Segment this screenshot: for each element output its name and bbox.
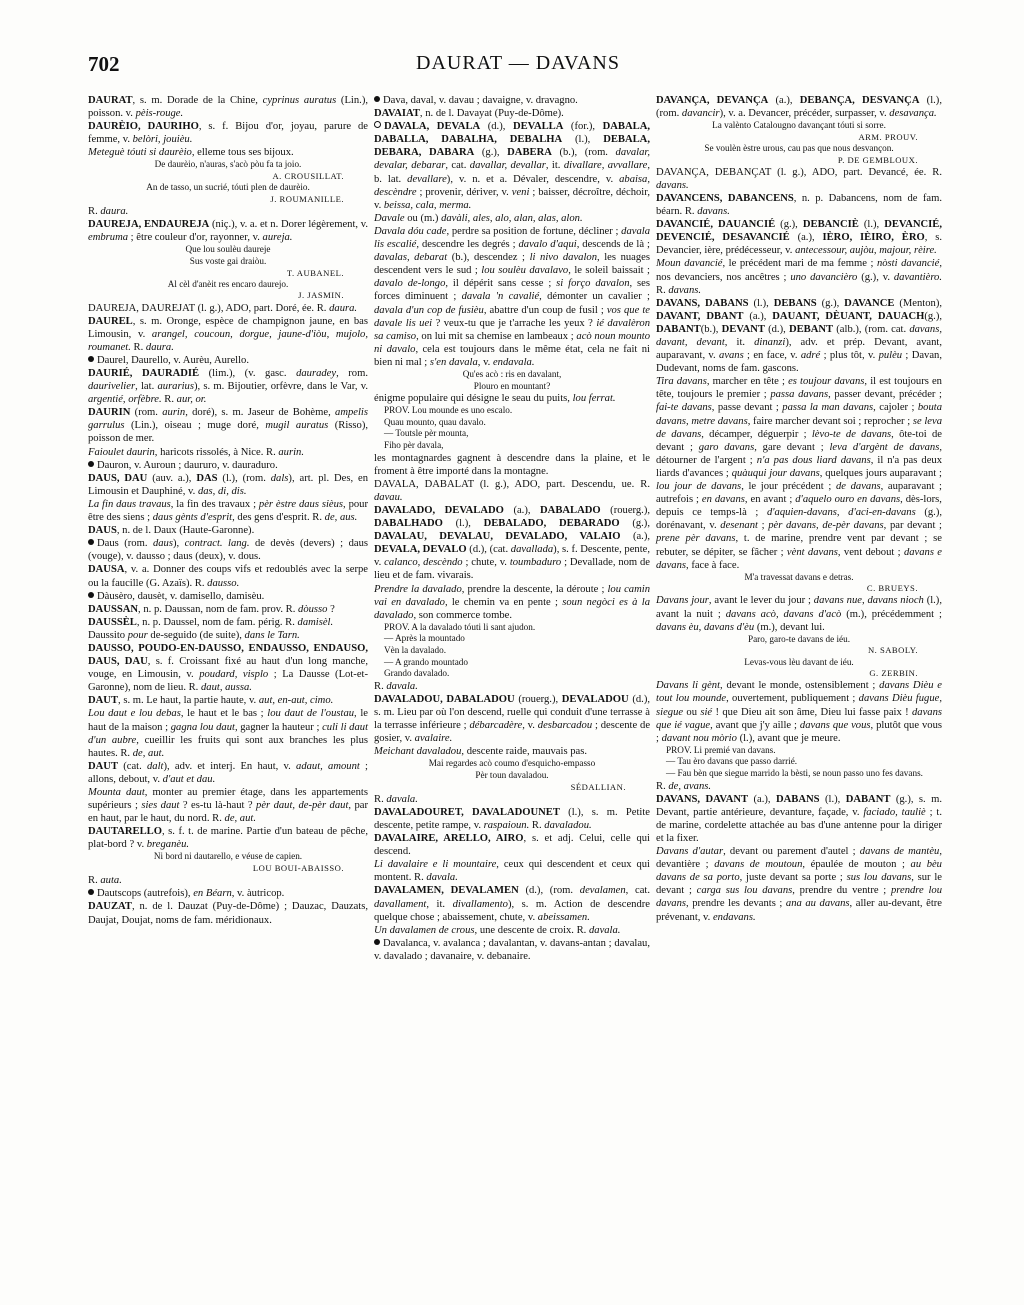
dictionary-entry (374, 693, 650, 745)
quotation-line: Sus voste gai draiòu. (189, 255, 267, 266)
dictionary-entry (88, 642, 368, 694)
proverb-line: Vèn la davalado. (384, 645, 446, 656)
quotation-author: P. DE GEMBLOUX. (837, 154, 918, 165)
entry-text: DAUREJA, ENDAUREJA (niç.), v. a. et n. Dorer légèrement, v. embruma ; être couleur d'or, rayonner, v. aureja. (88, 219, 368, 244)
entry-text: Lou daut e lou debas, le haut et le bas ; lou daut de l'oustau, le haut de la maison ; gagna lou daut, gagner la hauteur ; culi li daut d'un aubre, cueillir les fruits qui sont aux branches les plus hautes. R. de, aut. (88, 708, 369, 759)
entry-text: DAVALA, DABALAT (l. g.), ADO, part. Descendu, ue. R. davau. (374, 478, 650, 503)
entry-text: R. davala. (374, 680, 418, 692)
dictionary-entry (656, 845, 942, 924)
dictionary-entry (88, 629, 368, 642)
entry-text: DAVALA, DEVALA (d.), DEVALLA (for.), DABALA, DABALLA, DABALHA, DEBALHA (l.), DEBALA, DEBARA, DABARA (g.), DABERA (b.), (rom. davalar, devalar, debarar, cat. davallar, devallar, it. divallare, avvallare, b. lat. devallare), v. n. et a. Dévaler, descendre, v. abaisa, descèndre ; provenir, dériver, v. veni ; baisser, décroître, déchoir, v. beissa, cala, merma. (374, 121, 651, 211)
entry-text: les montagnardes gagnent à descendre dans la plaine, et le froment à être importé dans la montagne. (374, 452, 650, 477)
entry-text: Prendre la davalado, prendre la descente, la déroute ; lou camin vai en davalado, le chemin va en pente ; soun negòci es à la davalado, son commerce tombe. (374, 583, 650, 621)
entry-text: DAUZAT, n. de l. Dauzat (Puy-de-Dôme) ; Dauzac, Dauzats, Daujat, Doujat, noms de fam. méridionaux. (88, 901, 368, 926)
entry-text: DAUTARELLO, s. f. t. de marine. Partie d'un bateau de pêche, plat-bord ? v. breganèu. (88, 826, 368, 851)
entry-text: DAUREL, s. m. Oronge, espèce de champignon jaune, en bas Limousin, v. arangel, coucoun, dorgue, jaune-d'iòu, mujolo, roumanet. R. daura. (88, 315, 368, 353)
proverb-line: PROV. Lou mounde es uno escalo. (384, 405, 513, 416)
quotation-author: N. SABOLY. (867, 645, 918, 656)
entry-text: Meteguè tóuti si daurèio, elleme tous ses bijoux. (88, 147, 294, 159)
quotation-author: ARM. PROUV. (858, 131, 918, 142)
entry-text: DAVANÇA, DEVANÇA (a.), DEBANÇA, DESVANÇA (l.), (rom. davancir), v. a. Devancer, précéder, surpasser, v. desavança. (656, 95, 942, 120)
dictionary-entry (88, 825, 368, 851)
quotation-author: T. AUBANEL. (286, 267, 344, 278)
proverb-line: Quau mounto, quau davalo. (384, 416, 486, 427)
dictionary-entry (374, 583, 650, 622)
dictionary-entry (374, 212, 650, 225)
proverb-line: Fiho pèr davala, (384, 440, 444, 451)
dictionary-entry (656, 218, 942, 257)
dictionary-entry (656, 594, 942, 633)
entry-text: DAUSSAN, n. p. Daussan, nom de fam. prov. R. dòusso ? (88, 603, 335, 615)
entry-text: Faioulet daurin, haricots rissolés, à Nice. R. aurin. (88, 446, 304, 458)
quotation-line: Plouro en mountant? (473, 380, 551, 391)
entry-text: DAURÈIO, DAURIHO, s. f. Bijou d'or, joyau, parure de femme, v. belòri, jouièu. (88, 121, 368, 146)
dictionary-entry (374, 504, 650, 583)
dictionary-entry (88, 524, 368, 537)
entry-text: DAVALAMEN, DEVALAMEN (d.), (rom. devalamen, cat. davallament, it. divallamento), s. m. Action de descendre quelque chose ; abaissement, chute, v. abeissamen. (374, 885, 651, 923)
entry-text: DAVALAIRE, ARELLO, AIRO, s. et adj. Celui, celle qui descend. (374, 833, 650, 858)
proverb-line: PROV. Li premié van davans. (666, 744, 776, 755)
dictionary-entry (374, 858, 650, 884)
bullet-icon (88, 592, 94, 598)
entry-text: DAVANÇA, DEBANÇAT (l. g.), ADO, part. Devancé, ée. R. davans. (656, 166, 942, 191)
entry-text: Mounta daut, monter au premier étage, dans les appartements supérieurs ; sies daut ? es-tu là-haut ? pèr daut, de-pèr daut, par en haut, par le haut, du nord. R. de, aut. (88, 787, 369, 825)
proverb-line: — Tau èro davans que passo darrié. (666, 756, 798, 767)
entry-text: DAVALADOU, DABALADOU (rouerg.), DEVALADOU (d.), s. m. Lieu par où l'on descend, ruelle qui conduit d'une terrasse à la terrasse inférieure ; débarcadère, v. desbarcadou ; descente de gosier, v. avalaire. (374, 693, 651, 745)
entry-text: Davala dóu cade, perdre sa position de fortune, décliner ; davala lis escalié, descendre les degrés ; davalo d'aqui, descends de là ; davalas, debarat (b.), descendez ; li nivo davalon, les nuages descendent vers le sud ; lou soulèu davalavo, le soleil baissait ; davalo de-longo, il dépérit sans cesse ; si forço davalon, ses forces diminuent ; davala 'n cavalié, démonter un cavalier ; davala d'un cop de fusièu, abattre d'un coup de fusil ; vos que te davale lis uei ? veux-tu que je t'arrache les yeux ? ié davalèron sa camiso, on lui mit sa chemise en lambeaux ; acò noun mounto ni davalo, cela est toujours dans le même état, cela ne fait ni bien ni mal ; s'en davala, v. endavala. (374, 225, 651, 368)
dictionary-entry (374, 452, 650, 478)
entry-text: R. davala. (374, 793, 418, 805)
bullet-icon (88, 539, 94, 545)
running-head: DAURAT — DAVANS (416, 52, 620, 74)
entry-text: Davans li gènt, devant le monde, ostensiblement ; davans Dièu e tout lou mounde, ouvertement, publiquement ; davans Dièu fugue, siegue ou sié ! que Dieu ait son âme, Dieu lui fasse paix ! davans que ié vague, avant que j'y aille ; davans que vous, plutôt que vous ; davant nou mòrio (l.), avant que je meure. (656, 680, 943, 744)
entry-text: DAUREJA, DAUREJAT (l. g.), ADO, part. Doré, ée. R. daura. (88, 302, 358, 314)
bullet-icon (88, 461, 94, 467)
dictionary-entry (88, 616, 368, 629)
bullet-icon (88, 889, 94, 895)
dictionary-entry (88, 146, 368, 159)
dictionary-entry (374, 745, 650, 758)
dictionary-entry (88, 603, 368, 616)
dictionary-entry (88, 563, 368, 589)
entry-text: Dàusèro, dausèt, v. damisello, damisèu. (97, 590, 265, 602)
dictionary-entry (88, 94, 368, 120)
quotation-line: Mai regardes acò coumo d'esquicho-empasso (428, 758, 596, 769)
quotation-line: Al cèl d'anèit res encaro daurejo. (167, 278, 289, 289)
quotation-author: A. CROUSILLAT. (272, 171, 344, 182)
dictionary-entry (656, 297, 942, 376)
dictionary-entry (656, 780, 942, 793)
dictionary-entry (88, 406, 368, 445)
entry-text: Daurel, Daurello, v. Aurèu, Aurello. (97, 354, 249, 366)
entry-text: Davalanca, v. avalanca ; davalantan, v. davans-antan ; davalau, v. davalado ; davanaire, v. debanaire. (374, 937, 650, 962)
dictionary-entry (656, 679, 942, 744)
dictionary-entry (88, 302, 368, 315)
entry-text: DAUSSÈL, n. p. Daussel, nom de fam. périg. R. damisèl. (88, 616, 334, 628)
dictionary-entry (374, 832, 650, 858)
entry-text: Un davalamen de crous, une descente de croix. R. davala. (374, 924, 621, 936)
dictionary-entry (374, 937, 650, 963)
entry-text: DAVAIAT, n. de l. Davayat (Puy-de-Dôme). (374, 108, 564, 120)
quotation-line: An de tasso, un sucrié, tóuti plen de daurèio. (146, 182, 310, 193)
dictionary-entry (88, 315, 368, 354)
proverb-line: — Fau bèn que siegue marrido la bèsti, se noun passo uno fes davans. (666, 768, 923, 779)
proverb-line: PROV. A la davalado tóuti li sant ajudon. (384, 621, 536, 632)
dictionary-entry (656, 94, 942, 120)
dictionary-entry (88, 472, 368, 498)
column-3 (656, 94, 942, 924)
entry-text: R. auta. (88, 875, 122, 887)
dictionary-entry (374, 924, 650, 937)
page-number: 702 (88, 52, 120, 76)
entry-text: DAVALADOURET, DAVALADOUNET (l.), s. m. Petite descente, petite rampe, v. raspaioun. R. davaladou. (374, 806, 650, 831)
entry-text: DAVANCENS, DABANCENS, n. p. Dabancens, nom de fam. béarn. R. davans. (656, 192, 942, 218)
dictionary-entry (88, 874, 368, 887)
entry-text: DAVANCIÉ, DAUANCIÉ (g.), DEBANCIÈ (l.), DEVANCIÉ, DEVENCIÉ, DESAVANCIÉ (a.), IÈRO, IÈIRO, ÈRO, s. Devancier, ière, prédécesseur, v. antecessour, aujòu, majour, rèire. (656, 219, 942, 257)
dictionary-entry (88, 446, 368, 459)
dictionary-entry (88, 367, 368, 406)
proverb-line: — Après la mountado (384, 633, 465, 644)
quotation-author: J. JASMIN. (298, 290, 344, 301)
quotation-author: J. ROUMANILLE. (270, 193, 344, 204)
quotation-author: C. BRUEYS. (866, 583, 918, 594)
dictionary-entry (374, 392, 650, 405)
quotation-line: Qu'es acò : ris en davalant, (462, 368, 562, 379)
dictionary-entry (374, 107, 650, 120)
entry-text: énigme populaire qui désigne le seau du puits, lou ferrat. (374, 393, 616, 405)
proverb-line: — Toutsle pèr mounta, (384, 428, 469, 439)
entry-text: Dautscops (autrefois), en Béarn, v. àutricop. (97, 888, 285, 900)
quotation-author: SÉDALLIAN. (570, 781, 626, 792)
entry-text: DAURAT, s. m. Dorade de la Chine, cyprinus auratus (Lin.), poisson. v. pèis-rouge. (88, 95, 368, 120)
entry-text: DAUS, DAU (auv. a.), DAS (l.), (rom. dals), art. pl. Des, en Limousin et Dauphiné, v. das, di, dis. (88, 472, 368, 497)
dictionary-entry (374, 225, 650, 369)
dictionary-entry (374, 793, 650, 806)
dictionary-entry (656, 192, 942, 218)
dictionary-entry (88, 218, 368, 244)
dictionary-entry (88, 590, 368, 603)
proverb-line: — A grando mountado (384, 656, 468, 667)
dictionary-entry (88, 459, 368, 472)
column-2 (374, 94, 650, 963)
entry-text: DAURIÉ, DAURADIÉ (lim.), (v. gasc. dauradey, rom. daurivelier, lat. aurarius), s. m. Bijoutier, orfèvre, dans le Var, v. argentié, orfèbre. R. aur, or. (88, 368, 368, 406)
entry-text: Daussito pour de-seguido (de suite), dans le Tarn. (88, 629, 300, 641)
entry-text: Meichant davaladou, descente raide, mauvais pas. (374, 746, 587, 758)
dictionary-entry (374, 680, 650, 693)
entry-text: DAURIN (rom. aurin, doré), s. m. Jaseur de Bohème, ampelis garrulus (Lin.), oiseau ; muge doré, mugil auratus (Risso), poisson de mer. (88, 407, 368, 445)
dictionary-entry (374, 94, 650, 107)
entry-text: Tira davans, marcher en tête ; es toujour davans, il est toujours en tête, toujours le premier ; passa davans, passer devant, précéder ; fai-te davans, passe devant ; passa la man davans, cajoler ; bouta davans, metre davans, faire marcher devant soi ; reprocher ; se leva de davans, décamper, déguerpir ; lèvo-te de davans, ôte-toi de devant ; garo davans, gare devant ; leva d'argènt de davans, détourner de l'argent ; n'a pas dous liard davans, il n'a pas deux liards d'avances ; quàuqui jour davans, quelques jours auparavant ; lou jour de davans, le jour précédent ; de davans, auparavant ; autrefois ; en davans, en avant ; d'aquelo ouro en davans, dès-lors, depuis ce temps-là ; d'aquien-davans, d'aci-en-davans (g.), dorénavant, v. desenant ; pèr davans, de-pèr davans, par devant ; prene pèr davans, t. de marine, prendre vent par devant ; se rebuter, se dépiter, se fâcher ; vènt davans, vent debout ; davans e davans, face à face. (656, 376, 942, 571)
entry-text: Dauron, v. Auroun ; daururo, v. dauraduro. (97, 459, 278, 471)
column-1 (88, 94, 368, 927)
dictionary-entry (374, 478, 650, 504)
entry-text: DAUS, n. de l. Daux (Haute-Garonne). (88, 525, 255, 537)
entry-text: Daus (rom. daus), contract. lang. de devès (devers) ; daus (vouge), v. dausso ; daus (deux), v. dous. (88, 538, 368, 563)
entry-text: Davans jour, avant le lever du jour ; davans nue, davans nioch (l.), avant la nuit ; davans acò, davans d'acò (m.), précédemment ; davans èu, davans d'èu (m.), devant lui. (656, 595, 942, 633)
dictionary-entry (88, 760, 368, 786)
entry-text: Dava, daval, v. davau ; davaigne, v. dravagno. (383, 95, 578, 106)
dictionary-entry (656, 375, 942, 571)
dictionary-entry (656, 166, 942, 192)
entry-text: DAVALADO, DEVALADO (a.), DABALADO (rouerg.), DABALHADO (l.), DEBALADO, DEBARADO (g.), DAVALAU, DEVALAU, DEVALADO, VALAIO (a.), DEVALA, DEVALO (d.), (cat. davallada), s. f. Descente, pente, v. calanco, descèndo ; chute, v. toumbaduro ; Devallade, nom de lieu et de fam. vivarais. (374, 505, 651, 582)
quotation-line: Que lou soulèu daureje (185, 244, 271, 255)
entry-text: DAUSA, v. a. Donner des coups vifs et redoublés avec la serpe ou la faucille (G. Azaïs). R. dausso. (88, 564, 368, 589)
entry-text: DAUSSO, POUDO-EN-DAUSSO, ENDAUSSO, ENDAUSO, DAUS, DAU, s. f. Croissant fixé au haut d'un long manche, vouge, en Limousin, v. poudard, visplo ; La Dausse (Lot-et-Garonne), nom de lieu. R. daut, aussa. (88, 642, 368, 694)
quotation-line: Ni bord ni dautarello, e véuse de capien. (153, 851, 303, 862)
dictionary-entry (656, 793, 942, 845)
dictionary-entry (88, 786, 368, 825)
quotation-line: De daurèio, n'auras, s'acò pòu fa ta joio. (154, 159, 302, 170)
dictionary-entry (374, 884, 650, 923)
entry-text: DAUT (cat. dalt), adv. et interj. En haut, v. adaut, amount ; allons, debout, v. d'aut et dau. (88, 760, 368, 785)
dictionary-entry (88, 707, 368, 759)
entry-text: R. de, avans. (656, 780, 712, 792)
dictionary-entry (88, 887, 368, 900)
dictionary-entry (374, 120, 650, 212)
entry-text: Davale ou (m.) davàli, ales, alo, alan, alas, alon. (374, 212, 583, 224)
entry-text: Moun davancié, le précédent mari de ma femme ; nòsti davancié, nos devanciers, nos ancêtres ; uno davancièro (g.), v. davantièro. R. davans. (656, 258, 942, 296)
dictionary-entry (88, 498, 368, 524)
quotation-author: LOU BOUI-ABAISSO. (252, 863, 344, 874)
dictionary-entry (88, 120, 368, 146)
entry-text: R. daura. (88, 206, 129, 218)
bullet-icon (374, 939, 380, 945)
dictionary-entry (656, 257, 942, 296)
dictionary-entry (88, 900, 368, 926)
entry-text: DAVANS, DAVANT (a.), DABANS (l.), DABANT (g.), s. m. Devant, partie antérieure, devanture, façade, v. faciado, tauliè ; t. de marine, cordelette attachée au bas d'une antenne pour la diriger et la fixer. (656, 793, 942, 844)
dictionary-entry (88, 694, 368, 707)
quotation-line: Levas-vous lèu davant de iéu. (744, 656, 854, 667)
dictionary-entry (88, 354, 368, 367)
entry-text: DAUT, s. m. Le haut, la partie haute, v. aut, en-aut, cimo. (88, 695, 334, 707)
quotation-line: Paro, garo-te davans de iéu. (747, 633, 851, 644)
quotation-line: La valènto Catalougno davançant tóuti si sorre. (712, 120, 886, 131)
dictionary-entry (374, 806, 650, 832)
page-header (88, 52, 948, 86)
circle-marker-icon (374, 121, 381, 128)
quotation-line: Se voulèn èstre urous, cau pas que nous desvançon. (704, 142, 894, 153)
bullet-icon (374, 96, 380, 102)
dictionary-entry (88, 205, 368, 218)
proverb-line: Grando davalado. (384, 668, 450, 679)
quotation-line: Pèr toun davaladou. (475, 769, 549, 780)
dictionary-entry (88, 537, 368, 563)
quotation-line: M'a travessat davans e detras. (744, 571, 854, 582)
entry-text: Davans d'autar, devant ou parement d'autel ; davans de mantèu, devantière ; davans de moutoun, épaulée de mouton ; au bèu davans de sa porto, juste devant sa porte ; sus lou davans, sur le devant ; carga sus lou davans, prendre du ventre ; prendre lou davans, prendre les devants ; ana au davans, aller au-devant, être prévenant, v. endavans. (656, 846, 942, 923)
quotation-author: G. ZERBIN. (869, 668, 918, 679)
entry-text: DAVANS, DABANS (l.), DEBANS (g.), DAVANCE (Menton), DAVANT, DBANT (a.), DAUANT, DÈUANT, DAUACH(g.), DABANT(b.), DEVANT (d.), DEBANT (alb.), (rom. cat. davans, davant, devant, it. dinanzi), adv. et prép. Devant, avant, auparavant, v. avans ; en face, v. adré ; plus tôt, v. pulèu ; Davan, Dudevant, noms de fam. gascons. (656, 297, 943, 375)
bullet-icon (88, 356, 94, 362)
entry-text: La fin daus travaus, la fin des travaux ; pèr èstre daus sièus, pour être des siens ; daus gènts d'esprit, des gens d'esprit. R. de, aus. (88, 498, 368, 524)
entry-text: Li davalaire e li mountaire, ceux qui descendent et ceux qui montent. R. davala. (374, 859, 650, 884)
